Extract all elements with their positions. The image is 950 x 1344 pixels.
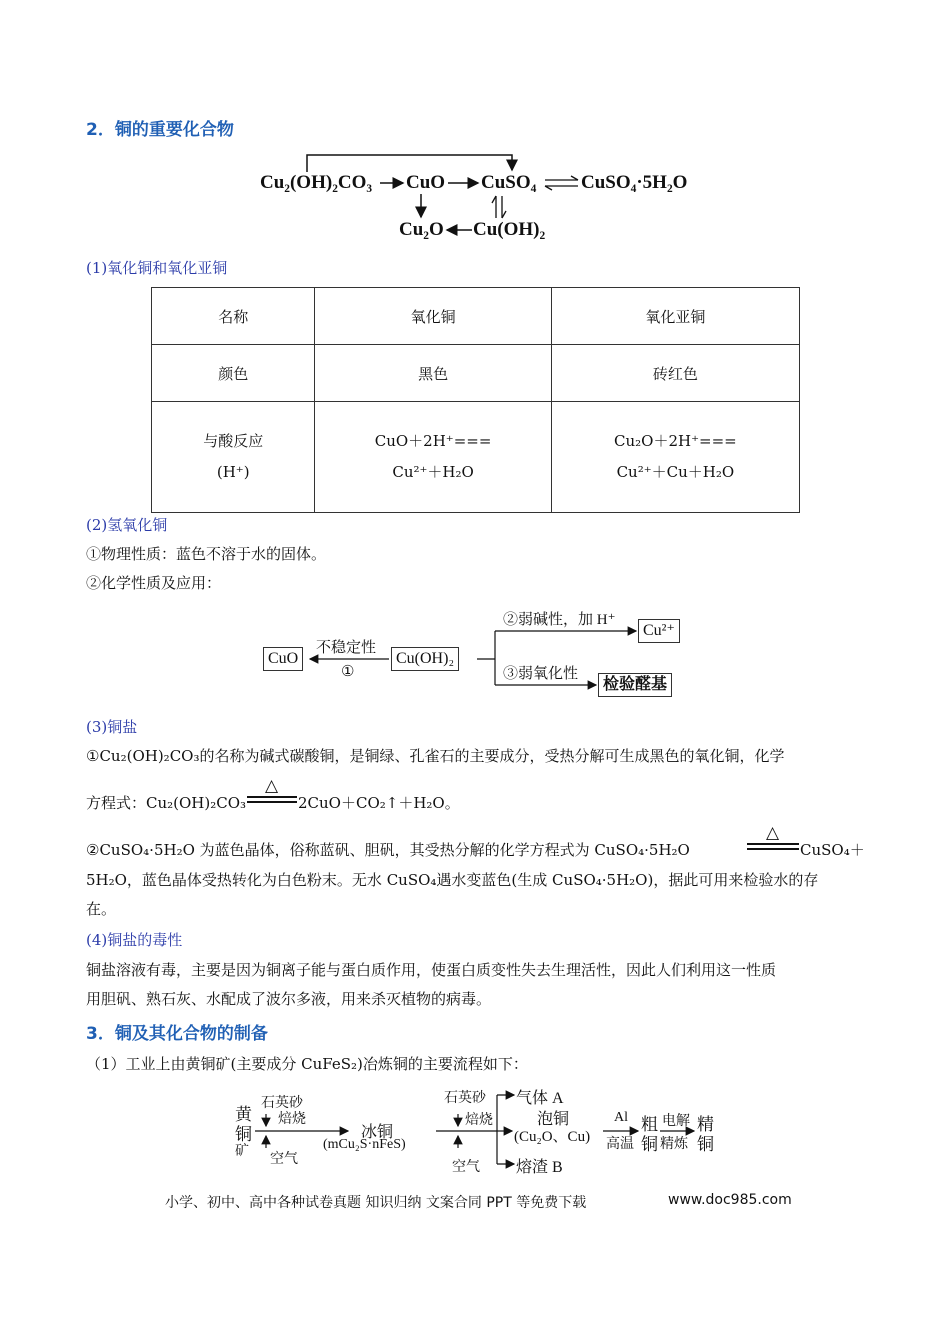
- physical-property-text: ①物理性质：蓝色不溶于水的固体。: [86, 545, 327, 563]
- crude-char-1: 粗: [641, 1115, 658, 1134]
- crude-char-2: 铜: [641, 1135, 658, 1154]
- cuo-equation-line2: Cu²⁺＋H₂O: [392, 463, 474, 481]
- delta-icon: △: [265, 776, 279, 796]
- table-cell: 黑色: [315, 345, 551, 402]
- electrolysis-label: 电解: [662, 1114, 690, 1129]
- subsection-4-title: (4)铜盐的毒性: [86, 931, 183, 949]
- smelting-intro: （1）工业上由黄铜矿(主要成分 CuFeS₂)冶炼铜的主要流程如下：: [86, 1055, 528, 1073]
- footer-url[interactable]: www.doc985.com: [668, 1192, 792, 1208]
- copper-hydroxide-node: Cu(OH)₂: [473, 219, 546, 240]
- roasting-label-2: 焙烧: [465, 1113, 493, 1128]
- roasting-label: 焙烧: [278, 1112, 306, 1127]
- subsection-3-title: (3)铜盐: [86, 718, 138, 736]
- quartz-sand-label: 石英砂: [261, 1096, 303, 1111]
- ore-char-3: 矿: [235, 1144, 249, 1159]
- toxicity-paragraph-line1: 铜盐溶液有毒，主要是因为铜离子能与蛋白质作用，使蛋白质变性失去生理活性，因此人们利用这一性质: [86, 961, 777, 979]
- matte-label: 冰铜: [361, 1124, 394, 1141]
- sulfate-paragraph-line2: 5H₂O，蓝色晶体受热转化为白色粉末。无水 CuSO₄遇水变蓝色(生成 CuSO₄·5H₂O)，据此可用来检验水的存: [86, 871, 819, 889]
- sulfate-paragraph-line1b: CuSO₄＋: [800, 841, 865, 859]
- ore-char-1: 黄: [235, 1105, 252, 1124]
- section-2-title: 2．铜的重要化合物: [86, 120, 234, 140]
- section-3-title: 3．铜及其化合物的制备: [86, 1024, 268, 1044]
- air-label-2: 空气: [452, 1160, 480, 1175]
- gas-a-label: 气体 A: [516, 1090, 564, 1107]
- sulfate-paragraph-line3: 在。: [86, 900, 117, 918]
- copper-sulfate-hydrate-node: CuSO₄·5H₂O: [581, 172, 688, 193]
- toxicity-paragraph-line2: 用胆矾、熟石灰、水配成了波尔多液，用来杀灭植物的病毒。: [86, 990, 492, 1008]
- copper-oxide-node: CuO: [406, 172, 446, 193]
- table-cell: 颜色: [152, 345, 315, 402]
- chemical-property-text: ②化学性质及应用：: [86, 574, 222, 592]
- blister-copper-label: 泡铜: [537, 1111, 570, 1128]
- refining-label: 精炼: [660, 1137, 688, 1152]
- cuoh2-box: Cu(OH)₂: [391, 647, 459, 671]
- cuo-box: CuO: [263, 647, 303, 671]
- subsection-1-title: (1)氧化铜和氧化亚铜: [86, 259, 228, 277]
- basic-copper-carbonate: Cu₂(OH)₂CO₃: [260, 172, 373, 193]
- high-temp-label: 高温: [606, 1137, 634, 1152]
- cuo-equation-line1: CuO＋2H⁺===: [374, 432, 492, 450]
- table-header-cell: 氧化亚铜: [551, 288, 799, 345]
- blister-copper-formula: (Cu₂O、Cu): [514, 1129, 591, 1145]
- carbonate-paragraph-line2b: 2CuO＋CO₂↑＋H₂O。: [298, 794, 460, 812]
- weak-oxidizing-label: ③弱氧化性: [503, 666, 579, 682]
- cu2o-equation-line2: Cu²⁺＋Cu＋H₂O: [616, 463, 735, 481]
- table-cell: 砖红色: [551, 345, 799, 402]
- cu2o-equation-line1: Cu₂O＋2H⁺===: [614, 432, 737, 450]
- air-label: 空气: [270, 1152, 298, 1167]
- refined-char-1: 精: [697, 1115, 714, 1134]
- weak-base-label: ②弱碱性，加 H⁺: [503, 612, 616, 628]
- step-1-marker: ①: [341, 664, 355, 680]
- carbonate-paragraph-line1: ①Cu₂(OH)₂CO₃的名称为碱式碳酸铜，是铜绿、孔雀石的主要成分，受热分解可生成黑色的氧化铜，化学: [86, 747, 785, 765]
- delta-icon: △: [766, 823, 780, 843]
- copper-sulfate-node: CuSO₄: [481, 172, 537, 193]
- carbonate-paragraph-line2a: 方程式：Cu₂(OH)₂CO₃: [86, 794, 247, 812]
- slag-b-label: 熔渣 B: [516, 1159, 563, 1176]
- instability-label: 不稳定性: [316, 640, 377, 656]
- aldehyde-test-box: 检验醛基: [598, 673, 672, 697]
- table-header-cell: 名称: [152, 288, 315, 345]
- acid-reaction-label-ion: (H⁺): [216, 463, 250, 481]
- cuprous-oxide-node: Cu₂O: [399, 219, 444, 240]
- footer-text: 小学、初中、高中各种试卷真题 知识归纳 文案合同 PPT 等免费下载: [165, 1195, 587, 1211]
- sulfate-paragraph-line1a: ②CuSO₄·5H₂O 为蓝色晶体，俗称蓝矾、胆矾，其受热分解的化学方程式为 CuSO₄·5H₂O: [86, 841, 690, 859]
- quartz-sand-label-2: 石英砂: [444, 1091, 486, 1106]
- acid-reaction-label: 与酸反应: [203, 432, 264, 450]
- subsection-2-title: (2)氢氧化铜: [86, 516, 168, 534]
- ore-char-2: 铜: [235, 1125, 252, 1144]
- aluminum-label: Al: [614, 1110, 628, 1125]
- cu2plus-box: Cu²⁺: [638, 619, 680, 643]
- refined-char-2: 铜: [697, 1135, 714, 1154]
- matte-formula: (mCu₂S·nFeS): [323, 1137, 406, 1152]
- table-header-cell: 氧化铜: [315, 288, 551, 345]
